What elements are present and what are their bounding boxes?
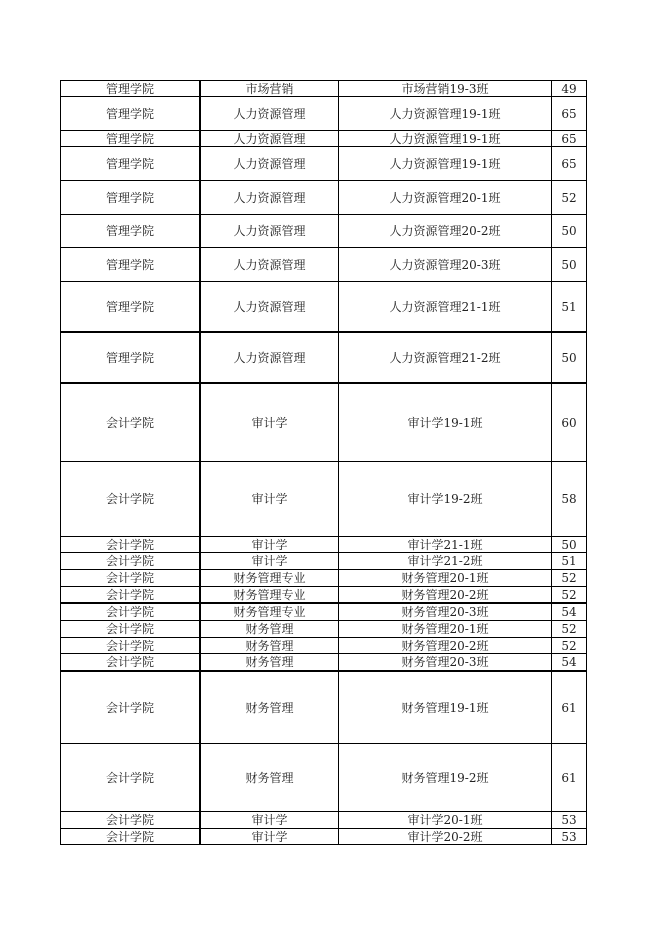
class-cell: 审计学21-1班	[339, 537, 552, 553]
class-cell: 财务管理20-2班	[339, 587, 552, 604]
count-cell: 52	[552, 587, 587, 604]
class-cell: 财务管理20-3班	[339, 603, 552, 621]
college-cell: 会计学院	[61, 654, 201, 672]
count-cell: 60	[552, 383, 587, 462]
class-cell: 人力资源管理19-1班	[339, 97, 552, 131]
count-cell: 50	[552, 248, 587, 282]
table-row	[61, 603, 587, 621]
major-cell: 市场营销	[200, 81, 339, 97]
class-cell: 财务管理20-2班	[339, 638, 552, 654]
college-cell: 会计学院	[61, 829, 201, 845]
table-row	[61, 282, 587, 333]
table-row	[61, 215, 587, 248]
class-cell: 人力资源管理20-3班	[339, 248, 552, 282]
major-cell: 财务管理	[200, 638, 339, 654]
class-cell: 人力资源管理21-1班	[339, 282, 552, 333]
major-cell: 财务管理	[200, 621, 339, 638]
college-cell: 会计学院	[61, 587, 201, 604]
class-cell: 财务管理20-1班	[339, 570, 552, 587]
count-cell: 51	[552, 553, 587, 570]
table-row	[61, 744, 587, 812]
major-cell: 人力资源管理	[200, 97, 339, 131]
college-cell: 管理学院	[61, 131, 201, 147]
college-cell: 会计学院	[61, 553, 201, 570]
major-cell: 人力资源管理	[200, 147, 339, 181]
class-table	[60, 80, 587, 845]
college-cell: 会计学院	[61, 671, 201, 744]
class-cell: 人力资源管理19-1班	[339, 131, 552, 147]
table-row	[61, 638, 587, 654]
major-cell: 人力资源管理	[200, 248, 339, 282]
college-cell: 会计学院	[61, 621, 201, 638]
college-cell: 会计学院	[61, 638, 201, 654]
class-cell: 审计学19-1班	[339, 383, 552, 462]
major-cell: 审计学	[200, 553, 339, 570]
table-row	[61, 553, 587, 570]
major-cell: 人力资源管理	[200, 131, 339, 147]
count-cell: 50	[552, 332, 587, 383]
count-cell: 52	[552, 570, 587, 587]
table-row	[61, 621, 587, 638]
table-row	[61, 462, 587, 537]
table-row	[61, 537, 587, 553]
count-cell: 61	[552, 671, 587, 744]
count-cell: 50	[552, 215, 587, 248]
major-cell: 财务管理专业	[200, 570, 339, 587]
count-cell: 49	[552, 81, 587, 97]
table-row	[61, 671, 587, 744]
class-cell: 市场营销19-3班	[339, 81, 552, 97]
table-row	[61, 570, 587, 587]
major-cell: 人力资源管理	[200, 181, 339, 215]
count-cell: 54	[552, 603, 587, 621]
class-cell: 审计学20-2班	[339, 829, 552, 845]
count-cell: 52	[552, 621, 587, 638]
major-cell: 审计学	[200, 383, 339, 462]
college-cell: 会计学院	[61, 462, 201, 537]
college-cell: 管理学院	[61, 147, 201, 181]
college-cell: 管理学院	[61, 81, 201, 97]
count-cell: 65	[552, 131, 587, 147]
college-cell: 会计学院	[61, 383, 201, 462]
college-cell: 会计学院	[61, 744, 201, 812]
class-cell: 审计学21-2班	[339, 553, 552, 570]
count-cell: 61	[552, 744, 587, 812]
table-row	[61, 131, 587, 147]
college-cell: 会计学院	[61, 570, 201, 587]
count-cell: 58	[552, 462, 587, 537]
table-row	[61, 147, 587, 181]
table-row	[61, 654, 587, 672]
major-cell: 审计学	[200, 462, 339, 537]
class-cell: 财务管理19-2班	[339, 744, 552, 812]
college-cell: 管理学院	[61, 181, 201, 215]
class-cell: 审计学20-1班	[339, 812, 552, 829]
class-cell: 财务管理20-3班	[339, 654, 552, 672]
class-cell: 人力资源管理21-2班	[339, 332, 552, 383]
major-cell: 人力资源管理	[200, 215, 339, 248]
major-cell: 审计学	[200, 829, 339, 845]
class-cell: 人力资源管理19-1班	[339, 147, 552, 181]
major-cell: 人力资源管理	[200, 282, 339, 333]
count-cell: 65	[552, 147, 587, 181]
count-cell: 51	[552, 282, 587, 333]
table-row	[61, 248, 587, 282]
class-cell: 人力资源管理20-2班	[339, 215, 552, 248]
major-cell: 财务管理	[200, 671, 339, 744]
college-cell: 管理学院	[61, 332, 201, 383]
major-cell: 财务管理	[200, 744, 339, 812]
class-cell: 人力资源管理20-1班	[339, 181, 552, 215]
table-row	[61, 587, 587, 604]
class-cell: 财务管理20-1班	[339, 621, 552, 638]
major-cell: 财务管理	[200, 654, 339, 672]
count-cell: 52	[552, 181, 587, 215]
major-cell: 人力资源管理	[200, 332, 339, 383]
class-cell: 财务管理19-1班	[339, 671, 552, 744]
college-cell: 会计学院	[61, 812, 201, 829]
table-row	[61, 332, 587, 383]
college-cell: 会计学院	[61, 603, 201, 621]
major-cell: 财务管理专业	[200, 587, 339, 604]
major-cell: 财务管理专业	[200, 603, 339, 621]
major-cell: 审计学	[200, 537, 339, 553]
count-cell: 53	[552, 812, 587, 829]
table-row	[61, 97, 587, 131]
college-cell: 管理学院	[61, 215, 201, 248]
class-cell: 审计学19-2班	[339, 462, 552, 537]
count-cell: 54	[552, 654, 587, 672]
table-row	[61, 383, 587, 462]
major-cell: 审计学	[200, 812, 339, 829]
table-row	[61, 812, 587, 829]
count-cell: 52	[552, 638, 587, 654]
college-cell: 会计学院	[61, 537, 201, 553]
count-cell: 53	[552, 829, 587, 845]
count-cell: 50	[552, 537, 587, 553]
table-row	[61, 829, 587, 845]
college-cell: 管理学院	[61, 97, 201, 131]
college-cell: 管理学院	[61, 248, 201, 282]
table-row	[61, 81, 587, 97]
table-row	[61, 181, 587, 215]
count-cell: 65	[552, 97, 587, 131]
college-cell: 管理学院	[61, 282, 201, 333]
